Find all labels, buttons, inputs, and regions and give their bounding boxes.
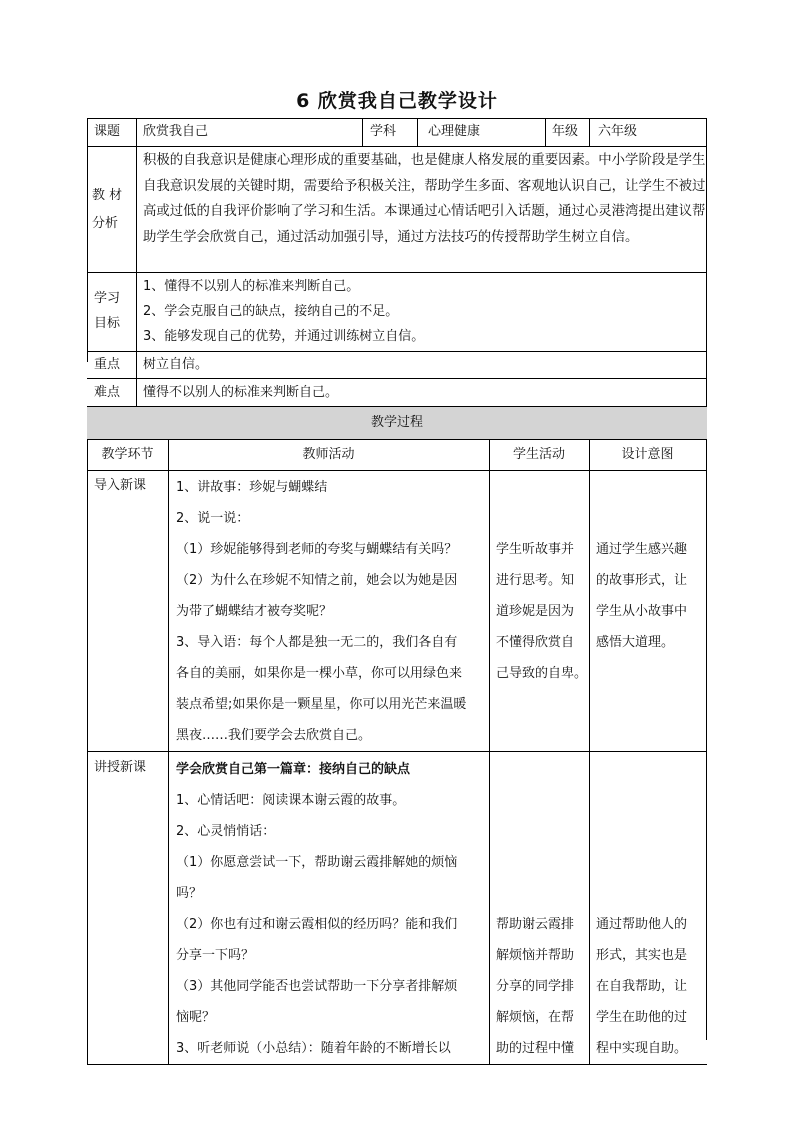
label-goals — [94, 286, 120, 336]
label-subject: 学科 — [370, 124, 397, 139]
student-line: 解烦恼并帮助 — [496, 948, 575, 963]
label-analysis-line1: 教 材 — [92, 188, 123, 203]
teacher-line: （1）珍妮能够得到老师的夸奖与蝴蝶结有关吗？ — [176, 542, 458, 557]
label-key-point: 重点 — [94, 357, 121, 372]
label-goals-line2: 目标 — [94, 316, 121, 331]
teacher-line: 2、心灵悄悄话： — [176, 824, 276, 839]
intent-line: 学生在助他的过 — [596, 1010, 688, 1025]
table-col-divider — [417, 118, 418, 146]
table-border-left — [87, 439, 88, 1065]
teacher-line: 3、听老师说（小总结）：随着年龄的不断增长以 — [176, 1041, 451, 1056]
intent-line: 学生从小故事中 — [596, 604, 688, 619]
goals-list — [143, 274, 424, 349]
intent-line: 形式，其实也是 — [596, 948, 688, 963]
intent-line: 程中实现自助。 — [596, 1041, 688, 1056]
teacher-line: （3）其他同学能否也尝试帮助一下分享者排解烦 — [176, 979, 458, 994]
student-line: 己导致的自卑。 — [496, 666, 588, 681]
table-row-divider — [87, 470, 707, 471]
teacher-line: 1、心情话吧：阅读课本谢云霞的故事。 — [176, 793, 406, 808]
teacher-activity — [176, 472, 466, 751]
intent-line: 在自我帮助，让 — [596, 979, 688, 994]
teacher-line: 为带了蝴蝶结才被夸奖呢？ — [176, 604, 333, 619]
student-line: 不懂得欣赏自 — [496, 635, 575, 650]
student-line: 学生听故事并 — [496, 542, 575, 557]
key-point-text: 树立自信。 — [143, 357, 209, 372]
grade-value: 六年级 — [598, 124, 638, 139]
teacher-line: 2、说一说： — [176, 511, 250, 526]
student-line: 道珍妮是因为 — [496, 604, 575, 619]
table-col-divider — [136, 118, 137, 406]
process-header: 教学过程 — [370, 415, 423, 430]
student-line: 分享的同学排 — [496, 979, 575, 994]
teacher-line: （2）你也有过和谢云霞相似的经历吗？能和我们 — [176, 917, 458, 932]
table-border-left — [87, 118, 88, 362]
teacher-line: 1、讲故事：珍妮与蝴蝶结 — [176, 480, 328, 495]
student-line: 进行思考。知 — [496, 573, 575, 588]
teacher-heading: 学会欣赏自己第一篇章：接纳自己的缺点 — [176, 762, 411, 777]
label-analysis-line2: 分析 — [92, 216, 119, 231]
intent-line: 的故事形式，让 — [596, 573, 688, 588]
label-goals-line1: 学习 — [94, 291, 121, 306]
table-col-divider — [362, 118, 363, 146]
design-intent — [596, 909, 687, 1064]
stage-label: 导入新课 — [94, 478, 147, 493]
subject-value: 心理健康 — [428, 124, 481, 139]
label-grade: 年级 — [552, 124, 579, 139]
label-difficulty: 难点 — [94, 385, 121, 400]
student-activity — [496, 534, 587, 689]
table-row-divider — [87, 146, 707, 147]
column-header: 教学环节 — [101, 447, 154, 462]
student-line: 帮助谢云霞排 — [496, 917, 575, 932]
label-analysis — [92, 182, 122, 238]
column-header: 学生活动 — [512, 447, 565, 462]
label-topic: 课题 — [94, 124, 121, 139]
table-col-divider — [589, 118, 590, 146]
student-line: 助的过程中懂 — [496, 1041, 575, 1056]
teacher-line: 恼呢？ — [176, 1010, 216, 1025]
table-col-divider — [545, 118, 546, 146]
intent-line: 通过学生感兴趣 — [596, 542, 688, 557]
teacher-line: 黑夜……我们要学会去欣赏自己。 — [176, 728, 372, 743]
table-row-divider — [87, 272, 707, 273]
table-row-divider — [87, 439, 707, 440]
teacher-line: 各自的美丽，如果你是一棵小草，你可以用绿色来 — [176, 666, 463, 681]
table-border-bottom — [87, 1064, 707, 1065]
table-col-divider — [589, 439, 590, 1065]
difficulty-text: 懂得不以别人的标准来判断自己。 — [143, 385, 339, 400]
teacher-line: （2）为什么在珍妮不知情之前，她会以为她是因 — [176, 573, 458, 588]
intent-line: 通过帮助他人的 — [596, 917, 688, 932]
table-col-divider — [489, 439, 490, 1065]
table-col-divider — [168, 439, 169, 1065]
intent-line: 感悟大道理。 — [596, 635, 675, 650]
analysis-text: 积极的自我意识是健康心理形成的重要基础，也是健康人格发展的重要因素。中小学阶段是学生自我意识发展的关键时期，需要给予积极关注，帮助学生多面、客观地认识自己，让学生不被过高或过低的自我评价影响了学习和生活。本课通过心情话吧引入话题，通过心灵港湾提出建议帮助学生学会欣赏自己，通过活动加强引导，通过方法技巧的传授帮助学生树立自信。 — [143, 153, 706, 245]
goal-item: 2、学会克服自己的缺点，接纳自己的不足。 — [143, 304, 399, 319]
teacher-line: 装点希望;如果你是一颗星星，你可以用光芒来温暖 — [176, 697, 467, 712]
column-header: 设计意图 — [621, 447, 674, 462]
stage-label: 讲授新课 — [94, 760, 147, 775]
document-title: 6 欣赏我自己教学设计 — [296, 90, 498, 112]
goal-item: 3、能够发现自己的优势，并通过训练树立自信。 — [143, 329, 425, 344]
table-row-divider — [87, 751, 707, 752]
table-border-right — [706, 118, 707, 1040]
teacher-line: 3、导入语：每个人都是独一无二的，我们各自有 — [176, 635, 458, 650]
teacher-line: 分享一下吗？ — [176, 948, 255, 963]
goal-item: 1、懂得不以别人的标准来判断自己。 — [143, 279, 360, 294]
teacher-line: 吗？ — [176, 886, 203, 901]
student-activity — [496, 909, 574, 1064]
teacher-line: （1）你愿意尝试一下，帮助谢云霞排解她的烦恼 — [176, 855, 458, 870]
column-header: 教师活动 — [302, 447, 355, 462]
teacher-activity — [176, 754, 457, 1064]
design-intent — [596, 534, 687, 658]
student-line: 解烦恼，在帮 — [496, 1010, 575, 1025]
topic-value: 欣赏我自己 — [143, 124, 209, 139]
